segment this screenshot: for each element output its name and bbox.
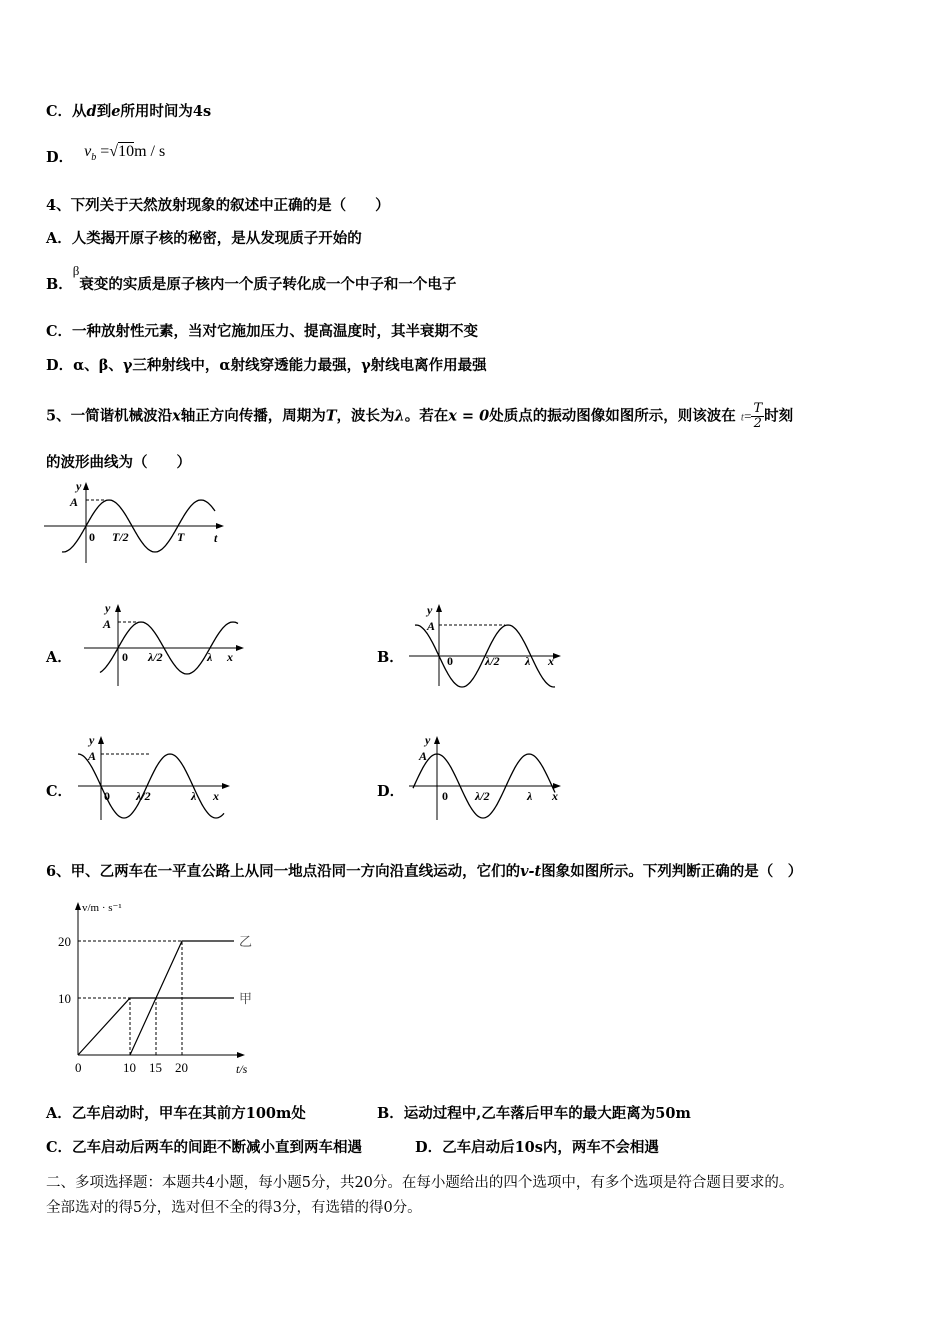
vt-series-label: 乙 — [239, 934, 253, 949]
b-half: λ/2 — [485, 654, 500, 668]
q5-stem-x0: x = 0 — [448, 407, 490, 425]
d-x-label: x — [552, 789, 558, 803]
vt-series-jia — [78, 998, 234, 1055]
q3-option-d — [46, 142, 165, 168]
q6-vt-chart — [40, 893, 270, 1085]
vt-y-arrow — [75, 902, 81, 910]
a-amp-label: A — [103, 617, 112, 631]
c-origin: 0 — [104, 789, 110, 803]
q3-d-eq: = — [100, 143, 110, 160]
ref-t-arrow — [216, 523, 224, 529]
vt-y-label: v/m · s⁻¹ — [82, 902, 122, 914]
d-origin: 0 — [442, 789, 448, 803]
a-full: λ — [207, 650, 213, 664]
b-x-arrow — [553, 653, 561, 659]
ref-y-label: y — [76, 479, 82, 493]
a-origin: 0 — [122, 650, 128, 664]
ref-origin: 0 — [89, 530, 95, 544]
q5-reference-graph — [40, 478, 230, 568]
q3-c-prefix: C．从 — [46, 103, 87, 120]
b-y-label: y — [427, 603, 433, 617]
c-full: λ — [191, 789, 197, 803]
vt-marks — [78, 934, 252, 1055]
a-half: λ/2 — [148, 650, 163, 664]
c-y-arrow — [98, 736, 104, 744]
q3-d-formula — [84, 143, 166, 164]
q4-option-b — [46, 263, 457, 295]
section2-line1: 二、多项选择题：本题共4小题，每小题5分，共20分。在每小题给出的四个选项中，有多个选项是符合题目要求的。 — [46, 1175, 794, 1191]
c-half: λ/2 — [136, 789, 151, 803]
q5-stem-2: 轴正方向传播，周期为 — [180, 407, 326, 425]
q3-d-sub: b — [91, 152, 97, 164]
a-x-arrow — [236, 645, 244, 651]
q5-stem-line2: 的波形曲线为（ ） — [46, 454, 191, 471]
vt-x-arrow — [237, 1052, 245, 1058]
q3-c-e: e — [111, 103, 121, 120]
q5-frac-num: T — [753, 401, 763, 416]
q5-stem-6: 时刻 — [764, 407, 794, 425]
q3-c-d: d — [86, 103, 97, 120]
b-x-label: x — [548, 654, 554, 668]
a-y-label: y — [105, 601, 111, 615]
q6-option-c: C．乙车启动后两车的间距不断减小直到两车相遇 — [46, 1139, 363, 1156]
q4-b-beta: β — [72, 263, 80, 278]
q5-opt-c-graph — [74, 730, 244, 825]
vt-x-tick: 0 — [75, 1060, 82, 1075]
q5-stem-x: x — [172, 407, 181, 425]
d-y-label: y — [425, 733, 431, 747]
q6-stem — [46, 862, 802, 882]
q5-stem-5: 处质点的振动图像如图所示，则该波在 — [489, 407, 736, 425]
q5-stem-eq: = — [744, 408, 752, 424]
c-x-label: x — [213, 789, 219, 803]
q5-stem — [46, 402, 793, 431]
ref-amp-label: A — [70, 495, 79, 509]
q3-c-mid: 到 — [96, 103, 112, 120]
q4-option-a: A．人类揭开原子核的秘密，是从发现质子开始的 — [46, 230, 362, 247]
q5-frac-den: 2 — [753, 416, 762, 431]
b-amp-label: A — [427, 619, 436, 633]
q5-stem-T: T — [325, 407, 337, 425]
q6-stem-1: 6、甲、乙两车在一平直公路上从同一地点沿同一方向沿直线运动，它们的 — [46, 863, 521, 880]
d-amp-label: A — [419, 749, 428, 763]
c-x-arrow — [222, 783, 230, 789]
q5-opt-c-label: C． — [46, 783, 73, 800]
q6-option-d: D．乙车启动后10s内，两车不会相遇 — [415, 1139, 659, 1156]
q3-option-c — [46, 102, 211, 122]
ref-y-arrow — [83, 482, 89, 490]
b-y-arrow — [436, 604, 442, 612]
a-x-label: x — [227, 650, 233, 664]
q5-stem-1: 5、一简谐机械波沿 — [46, 407, 173, 425]
q4-option-d: D．α、β、γ三种射线中，α射线穿透能力最强，γ射线电离作用最强 — [46, 357, 487, 374]
q6-option-a: A．乙车启动时，甲车在其前方100m处 — [46, 1105, 306, 1122]
vt-x-tick: 10 — [123, 1060, 136, 1075]
ref-full: T — [177, 530, 185, 544]
ref-t-label: t — [214, 531, 218, 545]
d-full: λ — [527, 789, 533, 803]
q3-d-rad: 10 — [118, 143, 135, 160]
q6-stem-vt: v-t — [520, 863, 542, 880]
d-y-arrow — [434, 736, 440, 744]
b-full: λ — [525, 654, 531, 668]
a-y-arrow — [115, 604, 121, 612]
q5-stem-lambda: λ — [394, 407, 405, 425]
vt-y-tick: 10 — [58, 991, 71, 1006]
q5-stem-4: 。若在 — [404, 407, 449, 425]
vt-x-tick: 15 — [149, 1060, 162, 1075]
q5-opt-a-label: A． — [46, 649, 72, 666]
q4-stem: 4、下列关于天然放射现象的叙述中正确的是（ ） — [46, 197, 390, 214]
q4-option-c: C．一种放射性元素，当对它施加压力、提高温度时，其半衰期不变 — [46, 323, 479, 340]
d-half: λ/2 — [475, 789, 490, 803]
q5-opt-d-graph — [405, 730, 575, 825]
q5-stem-3: ，波长为 — [336, 407, 395, 425]
c-y-label: y — [89, 733, 95, 747]
q5-stem-t: t — [740, 409, 745, 424]
vt-series-label: 甲 — [239, 991, 253, 1006]
ref-half: T/2 — [112, 530, 129, 544]
q6-option-b: B．运动过程中,乙车落后甲车的最大距离为50m — [377, 1105, 691, 1122]
c-amp-label: A — [88, 749, 97, 763]
section2-line2: 全部选对的得5分，选对但不全的得3分，有选错的得0分。 — [46, 1200, 422, 1216]
q4-b-label: B． — [46, 276, 73, 293]
vt-axes — [58, 902, 248, 1076]
vt-y-tick: 20 — [58, 934, 71, 949]
q5-opt-b-label: B． — [377, 649, 404, 666]
q5-opt-a-graph — [80, 600, 250, 690]
q6-stem-2: 图象如图所示。下列判断正确的是（ ） — [541, 863, 803, 880]
b-origin: 0 — [447, 654, 453, 668]
q4-b-text: 衰变的实质是原子核内一个质子转化成一个中子和一个电子 — [79, 276, 457, 293]
q5-opt-d-label: D． — [377, 783, 405, 800]
q3-d-sqrt: √ — [109, 143, 119, 160]
vt-x-label: t/s — [236, 1062, 248, 1076]
vt-x-tick: 20 — [175, 1060, 188, 1075]
q3-d-label: D． — [46, 149, 74, 166]
q5-stem-frac — [751, 402, 764, 431]
q3-d-unit: m / s — [134, 143, 166, 160]
q3-c-suffix: 所用时间为4s — [120, 103, 212, 120]
q5-opt-b-graph — [405, 600, 575, 690]
q3-d-v: v — [84, 143, 92, 160]
